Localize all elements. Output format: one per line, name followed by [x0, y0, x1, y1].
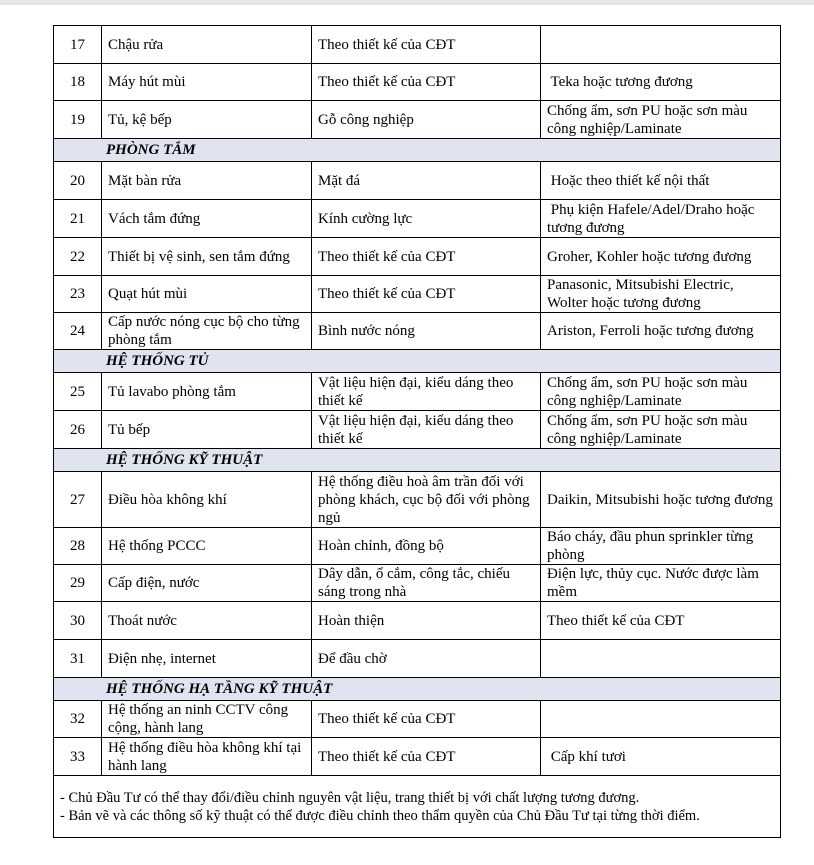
table-row [54, 602, 781, 640]
item-name: Máy hút mùi [102, 64, 312, 101]
item-material: Hoàn thiện [312, 602, 541, 640]
item-name: Hệ thống PCCC [102, 528, 312, 565]
row-number: 17 [54, 26, 102, 64]
item-brand: Chống ẩm, sơn PU hoặc sơn màu công nghiệp/Laminate [541, 411, 781, 449]
table-row [54, 738, 781, 776]
table-row [54, 640, 781, 678]
item-material: Theo thiết kế của CĐT [312, 238, 541, 276]
item-material: Theo thiết kế của CĐT [312, 738, 541, 776]
row-number: 21 [54, 200, 102, 238]
item-name: Chậu rửa [102, 26, 312, 64]
row-number: 28 [54, 528, 102, 565]
item-name: Tủ lavabo phòng tắm [102, 373, 312, 411]
item-name: Tủ bếp [102, 411, 312, 449]
item-name: Thoát nước [102, 602, 312, 640]
item-name: Mặt bàn rửa [102, 162, 312, 200]
notes-row [54, 776, 781, 838]
row-number: 18 [54, 64, 102, 101]
item-brand: Theo thiết kế của CĐT [541, 602, 781, 640]
row-number: 29 [54, 565, 102, 602]
section-header-infrastructure [54, 678, 781, 701]
table-row [54, 276, 781, 313]
item-brand: Điện lực, thủy cục. Nước được làm mềm [541, 565, 781, 602]
item-material: Vật liệu hiện đại, kiểu dáng theo thiết kế [312, 373, 541, 411]
row-number: 27 [54, 472, 102, 528]
table-row [54, 472, 781, 528]
item-name: Cấp nước nóng cục bộ cho từng phòng tắm [102, 313, 312, 350]
row-number: 22 [54, 238, 102, 276]
item-brand: Chống ẩm, sơn PU hoặc sơn màu công nghiệp/Laminate [541, 373, 781, 411]
row-number: 33 [54, 738, 102, 776]
row-number: 24 [54, 313, 102, 350]
item-name: Hệ thống điều hòa không khí tại hành lang [102, 738, 312, 776]
row-number: 20 [54, 162, 102, 200]
section-header-bathroom [54, 139, 781, 162]
table-row [54, 313, 781, 350]
item-material: Bình nước nóng [312, 313, 541, 350]
item-brand [541, 26, 781, 64]
item-brand: Chống ẩm, sơn PU hoặc sơn màu công nghiệp/Laminate [541, 101, 781, 139]
item-material: Kính cường lực [312, 200, 541, 238]
row-number: 32 [54, 701, 102, 738]
item-name: Thiết bị vệ sinh, sen tắm đứng [102, 238, 312, 276]
section-header-technical [54, 449, 781, 472]
section-title: PHÒNG TẮM [54, 139, 781, 162]
row-number: 31 [54, 640, 102, 678]
item-material: Dây dẫn, ổ cắm, công tắc, chiếu sáng trong nhà [312, 565, 541, 602]
section-title: HỆ THỐNG HẠ TẦNG KỸ THUẬT [54, 678, 781, 701]
item-material: Vật liệu hiện đại, kiểu dáng theo thiết kế [312, 411, 541, 449]
notes-cell [54, 776, 781, 838]
section-title: HỆ THỐNG KỸ THUẬT [54, 449, 781, 472]
item-name: Điện nhẹ, internet [102, 640, 312, 678]
row-number: 23 [54, 276, 102, 313]
item-material: Để đầu chờ [312, 640, 541, 678]
table-row [54, 200, 781, 238]
section-title: HỆ THỐNG TỦ [54, 350, 781, 373]
item-brand: Phụ kiện Hafele/Adel/Draho hoặc tương đương [541, 200, 781, 238]
row-number: 30 [54, 602, 102, 640]
item-brand: Daikin, Mitsubishi hoặc tương đương [541, 472, 781, 528]
item-brand: Groher, Kohler hoặc tương đương [541, 238, 781, 276]
item-brand: Báo cháy, đầu phun sprinkler từng phòng [541, 528, 781, 565]
item-brand: Hoặc theo thiết kế nội thất [541, 162, 781, 200]
note-line: - Bản vẽ và các thông số kỹ thuật có thể được điều chỉnh theo thẩm quyền của Chủ Đầu Tư tại từng thời điểm. [60, 807, 700, 824]
item-brand: Ariston, Ferroli hoặc tương đương [541, 313, 781, 350]
item-name: Cấp điện, nước [102, 565, 312, 602]
item-brand: Teka hoặc tương đương [541, 64, 781, 101]
row-number: 25 [54, 373, 102, 411]
table-row [54, 528, 781, 565]
item-material: Theo thiết kế của CĐT [312, 26, 541, 64]
row-number: 19 [54, 101, 102, 139]
table-row [54, 565, 781, 602]
table-row [54, 373, 781, 411]
page-top-edge [0, 0, 814, 5]
table-row [54, 101, 781, 139]
table-row [54, 162, 781, 200]
item-material: Hoàn chỉnh, đồng bộ [312, 528, 541, 565]
specification-table [53, 25, 781, 838]
item-material: Mặt đá [312, 162, 541, 200]
item-name: Điều hòa không khí [102, 472, 312, 528]
table-row [54, 64, 781, 101]
table-row [54, 411, 781, 449]
table-row [54, 701, 781, 738]
item-material: Hệ thống điều hoà âm trần đối với phòng khách, cục bộ đối với phòng ngủ [312, 472, 541, 528]
item-name: Quạt hút mùi [102, 276, 312, 313]
note-line: - Chủ Đầu Tư có thể thay đổi/điều chỉnh nguyên vật liệu, trang thiết bị với chất lượng tương đương. [60, 789, 640, 806]
item-material: Theo thiết kế của CĐT [312, 276, 541, 313]
table-row [54, 238, 781, 276]
item-material: Theo thiết kế của CĐT [312, 64, 541, 101]
row-number: 26 [54, 411, 102, 449]
item-name: Tủ, kệ bếp [102, 101, 312, 139]
item-material: Theo thiết kế của CĐT [312, 701, 541, 738]
item-name: Vách tắm đứng [102, 200, 312, 238]
item-brand: Panasonic, Mitsubishi Electric, Wolter hoặc tương đương [541, 276, 781, 313]
item-brand [541, 701, 781, 738]
item-material: Gỗ công nghiệp [312, 101, 541, 139]
table-row [54, 26, 781, 64]
section-header-cabinet [54, 350, 781, 373]
item-name: Hệ thống an ninh CCTV công cộng, hành lang [102, 701, 312, 738]
item-brand [541, 640, 781, 678]
item-brand: Cấp khí tươi [541, 738, 781, 776]
